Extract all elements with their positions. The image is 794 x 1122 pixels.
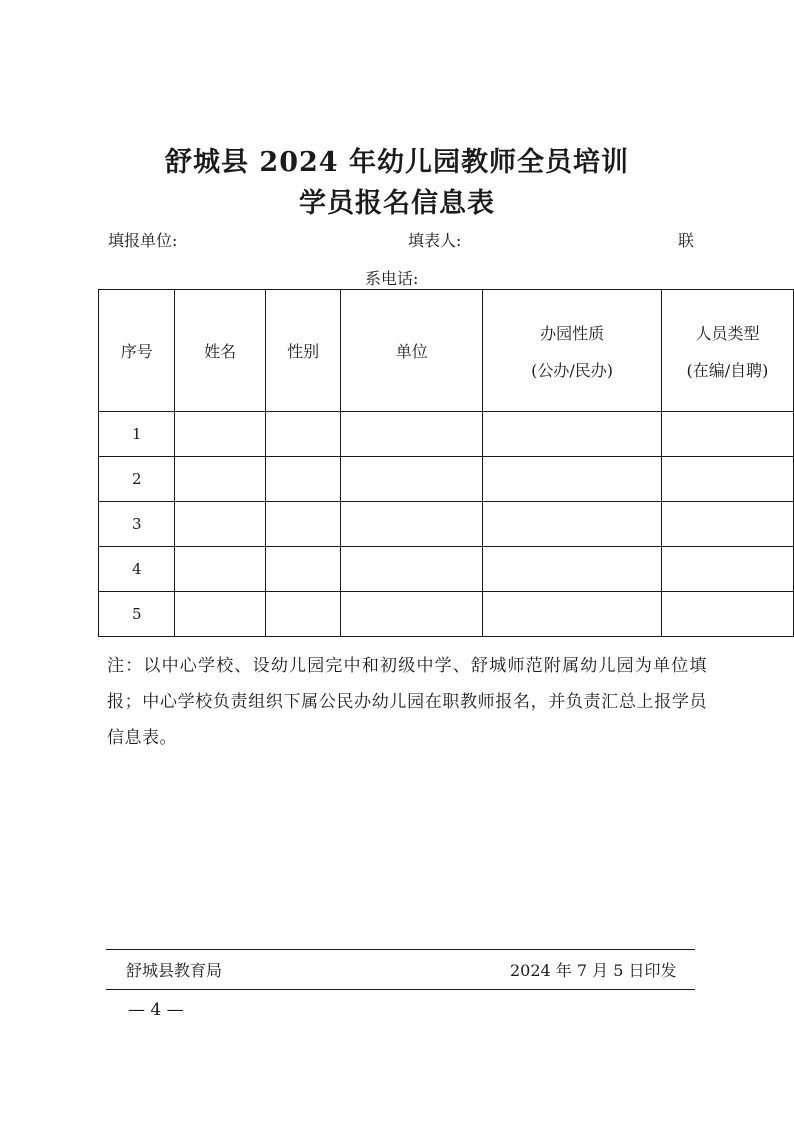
- contact-label-part1: 联: [678, 231, 695, 250]
- header-nature-main: 办园性质: [540, 323, 605, 343]
- row-index: 4: [99, 547, 175, 592]
- unit-cell: [341, 457, 483, 502]
- table-row: [99, 457, 794, 502]
- name-cell: [175, 592, 265, 637]
- document-title-line2: 学员报名信息表: [299, 188, 495, 219]
- nature-cell: [483, 592, 662, 637]
- header-staff-type: [661, 290, 793, 412]
- header-unit: 单位: [341, 290, 483, 412]
- table-row: [99, 502, 794, 547]
- row-index: 3: [99, 502, 175, 547]
- registration-table: [98, 289, 794, 637]
- table-row: [99, 547, 794, 592]
- gender-cell: [265, 412, 340, 457]
- name-cell: [175, 502, 265, 547]
- name-cell: [175, 547, 265, 592]
- nature-cell: [483, 502, 662, 547]
- table-header-row: [99, 290, 794, 412]
- gender-cell: [265, 457, 340, 502]
- name-cell: [175, 412, 265, 457]
- form-filler-label: 填表人:: [408, 231, 462, 250]
- gender-cell: [265, 547, 340, 592]
- staff-type-cell: [661, 592, 793, 637]
- nature-cell: [483, 547, 662, 592]
- note-text: 注：以中心学校、设幼儿园完中和初级中学、舒城师范附属幼儿园为单位填报；中心学校负责组织下属公民办幼儿园在职教师报名，并负责汇总上报学员信息表。: [107, 656, 707, 748]
- staff-type-cell: [661, 502, 793, 547]
- header-name: 姓名: [175, 290, 265, 412]
- issue-date: 2024 年 7 月 5 日印发: [510, 961, 677, 980]
- staff-type-cell: [661, 457, 793, 502]
- issuer-name: 舒城县教育局: [126, 961, 223, 980]
- row-index: 1: [99, 412, 175, 457]
- header-index: 序号: [99, 290, 175, 412]
- gender-cell: [265, 592, 340, 637]
- header-kindergarten-nature: [483, 290, 662, 412]
- unit-cell: [341, 502, 483, 547]
- table-row: [99, 592, 794, 637]
- header-staff-sub: (在编/自聘): [686, 360, 769, 380]
- staff-type-cell: [661, 412, 793, 457]
- contact-label-part2: 系电话:: [365, 269, 419, 288]
- header-staff-main: 人员类型: [695, 323, 760, 343]
- document-title-line1: 舒城县 2024 年幼儿园教师全员培训: [165, 147, 629, 178]
- row-index: 2: [99, 457, 175, 502]
- header-nature-sub: (公办/民办): [531, 360, 614, 380]
- header-gender: 性别: [265, 290, 340, 412]
- row-index: 5: [99, 592, 175, 637]
- unit-cell: [341, 412, 483, 457]
- filling-unit-label: 填报单位:: [108, 231, 178, 250]
- footer-bottom-rule: [106, 989, 695, 990]
- nature-cell: [483, 412, 662, 457]
- table-row: [99, 412, 794, 457]
- unit-cell: [341, 547, 483, 592]
- unit-cell: [341, 592, 483, 637]
- page-number: — 4 —: [128, 1000, 184, 1020]
- footer-top-rule: [106, 949, 695, 950]
- staff-type-cell: [661, 547, 793, 592]
- nature-cell: [483, 457, 662, 502]
- gender-cell: [265, 502, 340, 547]
- name-cell: [175, 457, 265, 502]
